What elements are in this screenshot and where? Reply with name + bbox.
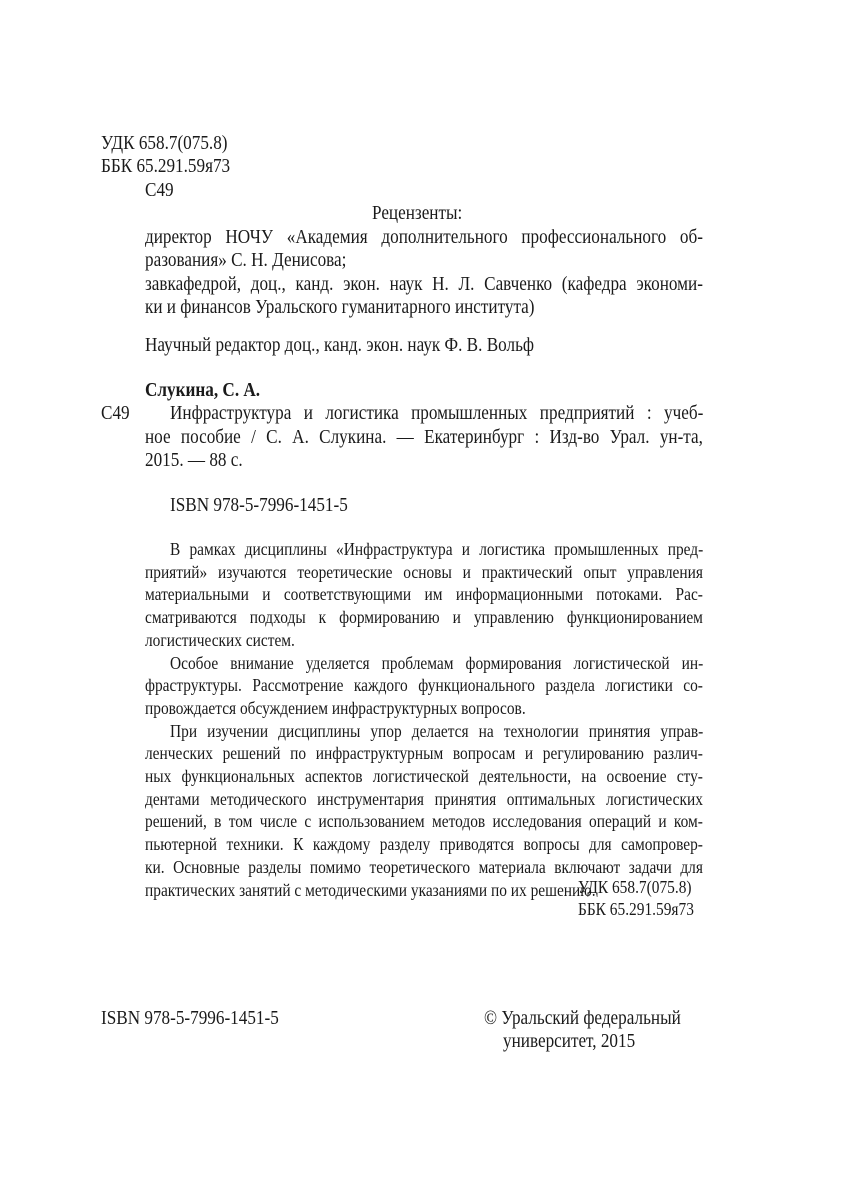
abstract-line: ки. Основные разделы помимо теоретического материала включают задачи для bbox=[145, 856, 703, 877]
abstract-line: ленческих решений по инфраструктурным вопросам и регулированию различ- bbox=[145, 743, 703, 764]
reviewer-line: разования» С. Н. Денисова; bbox=[145, 250, 347, 271]
abstract-bbk: ББК 65.291.59я73 bbox=[578, 899, 694, 919]
abstract-line: решений, в том числе с использованием методов исследования операций и ком- bbox=[145, 811, 703, 832]
abstract-line: практических занятий с методическими указаниями по их решению. bbox=[145, 879, 596, 900]
bib-isbn: ISBN 978-5-7996-1451-5 bbox=[170, 495, 348, 516]
abstract-line: В рамках дисциплины «Инфраструктура и логистика промышленных пред- bbox=[170, 539, 704, 559]
bib-author: Слукина, С. А. bbox=[145, 380, 261, 401]
bib-code: С49 bbox=[101, 403, 130, 424]
abstract-line: пьютерной техники. К каждому разделу приводятся вопросы для самопровер- bbox=[145, 834, 703, 855]
abstract-line: Особое внимание уделяется проблемам формирования логистической ин- bbox=[170, 652, 704, 673]
footer-copyright-1: © Уральский федеральный bbox=[484, 1008, 681, 1029]
bib-line: ное пособие / С. А. Слукина. — Екатеринбург : Изд-во Урал. ун-та, bbox=[145, 427, 703, 448]
abstract-line: сматриваются подходы к формированию и управлению функционированием bbox=[145, 607, 703, 628]
scientific-editor: Научный редактор доц., канд. экон. наук Ф. В. Вольф bbox=[145, 335, 535, 356]
reviewer-line: завкафедрой, доц., канд. экон. наук Н. Л. Савченко (кафедра экономи- bbox=[145, 274, 703, 295]
abstract-line: фраструктуры. Рассмотрение каждого функционального раздела логистики со- bbox=[145, 675, 703, 696]
header-code: С49 bbox=[145, 180, 174, 201]
abstract-line: дентами методического инструментария принятия оптимальных логистических bbox=[145, 788, 703, 809]
abstract-line: При изучении дисциплины упор делается на технологии принятия управ- bbox=[170, 720, 704, 741]
abstract-line: логистических систем. bbox=[145, 629, 295, 650]
footer-copyright-2: университет, 2015 bbox=[503, 1031, 636, 1052]
bib-line: Инфраструктура и логистика промышленных предприятий : учеб- bbox=[170, 403, 704, 424]
abstract-line: ных функциональных аспектов логистической деятельности, на освоение сту- bbox=[145, 766, 703, 786]
bib-line: 2015. — 88 с. bbox=[145, 450, 243, 471]
abstract-line: материальными и соответствующими им информационными потоками. Рас- bbox=[145, 584, 703, 605]
reviewers-title: Рецензенты: bbox=[372, 203, 463, 224]
header-bbk: ББК 65.291.59я73 bbox=[101, 156, 231, 177]
footer-isbn: ISBN 978-5-7996-1451-5 bbox=[101, 1008, 279, 1029]
reviewer-line: ки и финансов Уральского гуманитарного института) bbox=[145, 297, 535, 318]
abstract-udk: УДК 658.7(075.8) bbox=[578, 877, 692, 897]
reviewer-line: директор НОЧУ «Академия дополнительного профессионального об- bbox=[145, 227, 703, 248]
abstract-line: провождается обсуждением инфраструктурных вопросов. bbox=[145, 697, 526, 718]
header-udk: УДК 658.7(075.8) bbox=[101, 133, 228, 154]
abstract-line: приятий» изучаются теоретические основы и практический опыт управления bbox=[145, 561, 703, 582]
